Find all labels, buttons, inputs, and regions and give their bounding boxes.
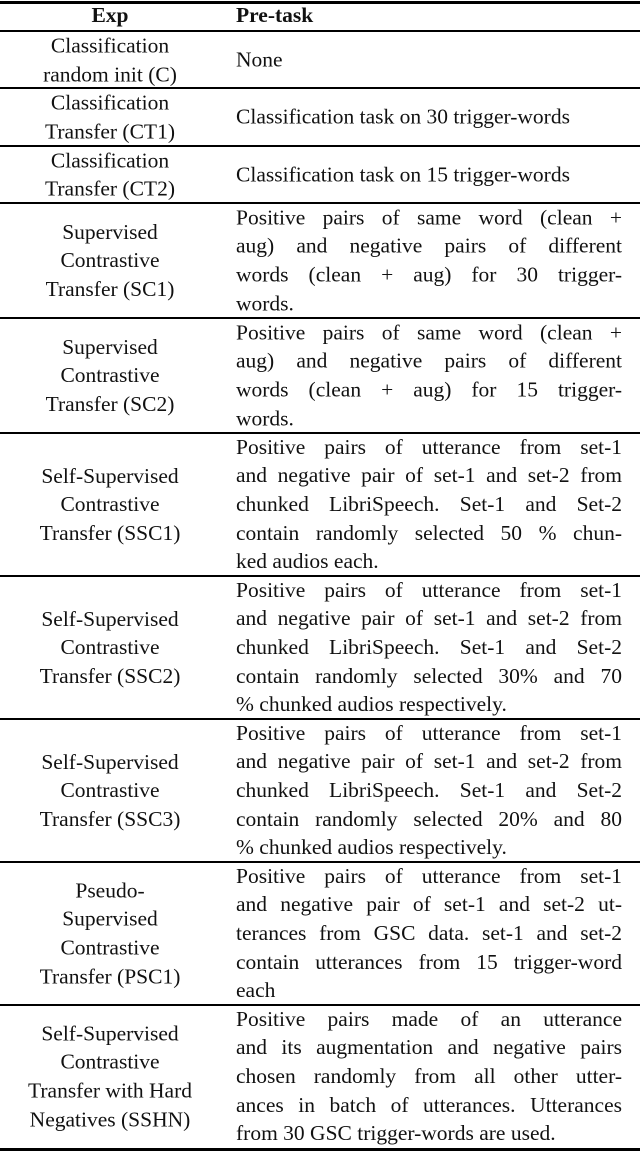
exp-line: Classification xyxy=(50,33,170,58)
pretask-line: words (clean + aug) for 15 trigger- xyxy=(236,377,622,402)
pretask-line: contain randomly selected 50 % chun- xyxy=(236,520,622,545)
exp-cell xyxy=(0,747,220,833)
exp-line: Transfer (CT2) xyxy=(45,176,175,201)
exp-cell xyxy=(0,332,220,418)
exp-cell xyxy=(0,31,220,88)
pretask-line: Positive pairs of utterance from set-1 xyxy=(236,863,622,888)
exp-line: Transfer (SSC1) xyxy=(39,520,181,545)
pretask-cell xyxy=(236,862,622,1006)
pretask-cell xyxy=(236,203,622,318)
pretask-line: and negative pair of set-1 and set-2 from xyxy=(236,463,622,488)
pretask-line: % chunked audios respectively. xyxy=(236,692,507,717)
pretask-cell xyxy=(236,103,622,132)
pretask-line: contain randomly selected 20% and 80 xyxy=(236,806,622,831)
pretask-line: Classification task on 15 trigger-words xyxy=(236,162,570,187)
pretask-line: chosen randomly from all other utter- xyxy=(236,1064,622,1089)
exp-line: Supervised xyxy=(62,906,158,931)
pretask-line: % chunked audios respectively. xyxy=(236,835,507,860)
header-exp: Exp xyxy=(91,3,129,27)
pretask-line: words (clean + aug) for 30 trigger- xyxy=(236,262,622,287)
exp-line: Transfer (SSC3) xyxy=(39,806,181,831)
pretask-line: and its augmentation and negative pairs xyxy=(236,1035,622,1060)
pretask-cell xyxy=(236,433,622,577)
exp-line: Self-Supervised xyxy=(41,606,179,631)
pretask-line: contain utterances from 15 trigger-word xyxy=(236,949,622,974)
exp-line: Contrastive xyxy=(60,363,160,388)
table-row xyxy=(0,32,640,88)
pretask-line: chunked LibriSpeech. Set-1 and Set-2 xyxy=(236,635,622,660)
pretask-line: chunked LibriSpeech. Set-1 and Set-2 xyxy=(236,778,622,803)
pretask-line: words. xyxy=(236,406,294,431)
exp-line: Contrastive xyxy=(60,248,160,273)
pretask-line: from 30 GSC trigger-words are used. xyxy=(236,1121,556,1146)
pretask-cell xyxy=(236,719,622,863)
table-row xyxy=(0,318,640,433)
table-row xyxy=(0,1005,640,1148)
table-row xyxy=(0,146,640,203)
pretask-line: Positive pairs of utterance from set-1 xyxy=(236,434,622,459)
exp-line: Contrastive xyxy=(60,778,160,803)
pretask-line: ked audios each. xyxy=(236,549,379,574)
exp-line: Transfer (PSC1) xyxy=(39,964,181,989)
pretask-line: Positive pairs of utterance from set-1 xyxy=(236,577,622,602)
exp-cell xyxy=(0,604,220,690)
pretask-line: aug) and negative pairs of different xyxy=(236,233,622,258)
exp-line: Transfer with Hard xyxy=(27,1078,192,1103)
exp-line: Contrastive xyxy=(60,1049,160,1074)
pretask-cell xyxy=(236,46,622,75)
exp-line: Transfer (SC2) xyxy=(45,391,175,416)
exp-cell xyxy=(0,876,220,991)
pretask-line: words. xyxy=(236,291,294,316)
exp-line: Classification xyxy=(50,90,170,115)
exp-line: Supervised xyxy=(62,219,158,244)
exp-line: Pseudo- xyxy=(75,878,145,903)
exp-line: Classification xyxy=(50,147,170,172)
exp-line: Contrastive xyxy=(60,492,160,517)
pretask-line: Positive pairs made of an utterance xyxy=(236,1006,622,1031)
pretask-line: Positive pairs of same word (clean + xyxy=(236,320,622,345)
exp-cell xyxy=(0,461,220,547)
pretask-line: Classification task on 30 trigger-words xyxy=(236,104,570,129)
exp-line: Self-Supervised xyxy=(41,1021,179,1046)
table-row xyxy=(0,203,640,318)
exp-cell xyxy=(0,217,220,303)
pretask-line: and negative pair of set-1 and set-2 from xyxy=(236,606,622,631)
exp-cell xyxy=(0,1019,220,1134)
pretask-line: terances from GSC data. set-1 and set-2 xyxy=(236,921,622,946)
exp-line: random init (C) xyxy=(43,62,177,86)
exp-cell xyxy=(0,88,220,145)
pretask-cell xyxy=(236,1005,622,1149)
pretask-cell xyxy=(236,576,622,720)
table-row xyxy=(0,433,640,576)
table-row xyxy=(0,862,640,1005)
pretask-line: aug) and negative pairs of different xyxy=(236,348,622,373)
pretask-line: and negative pair of set-1 and set-2 ut- xyxy=(236,892,622,917)
pretask-line: Positive pairs of same word (clean + xyxy=(236,205,622,230)
pretask-line: chunked LibriSpeech. Set-1 and Set-2 xyxy=(236,492,622,517)
pretask-line: and negative pair of set-1 and set-2 from xyxy=(236,749,622,774)
exp-line: Transfer (SC1) xyxy=(45,276,175,301)
header-pretask: Pre-task xyxy=(236,3,314,27)
pretask-cell xyxy=(236,318,622,433)
exp-line: Contrastive xyxy=(60,935,160,960)
pretask-line: each xyxy=(236,978,276,1003)
pretask-line: None xyxy=(236,47,283,72)
pretask-line: Positive pairs of utterance from set-1 xyxy=(236,720,622,745)
table-row xyxy=(0,719,640,862)
exp-line: Contrastive xyxy=(60,635,160,660)
exp-line: Self-Supervised xyxy=(41,463,179,488)
exp-line: Transfer (SSC2) xyxy=(39,663,181,688)
pretask-line: ances in batch of utterances. Utterances xyxy=(236,1092,622,1117)
exp-line: Supervised xyxy=(62,334,158,359)
exp-line: Transfer (CT1) xyxy=(45,119,175,143)
table-row xyxy=(0,88,640,146)
exp-line: Negatives (SSHN) xyxy=(29,1107,191,1132)
pretask-line: contain randomly selected 30% and 70 xyxy=(236,663,622,688)
exp-line: Self-Supervised xyxy=(41,749,179,774)
pretask-cell xyxy=(236,160,622,189)
table-row xyxy=(0,576,640,719)
bottom-rule xyxy=(0,1148,640,1151)
exp-cell xyxy=(0,146,220,203)
